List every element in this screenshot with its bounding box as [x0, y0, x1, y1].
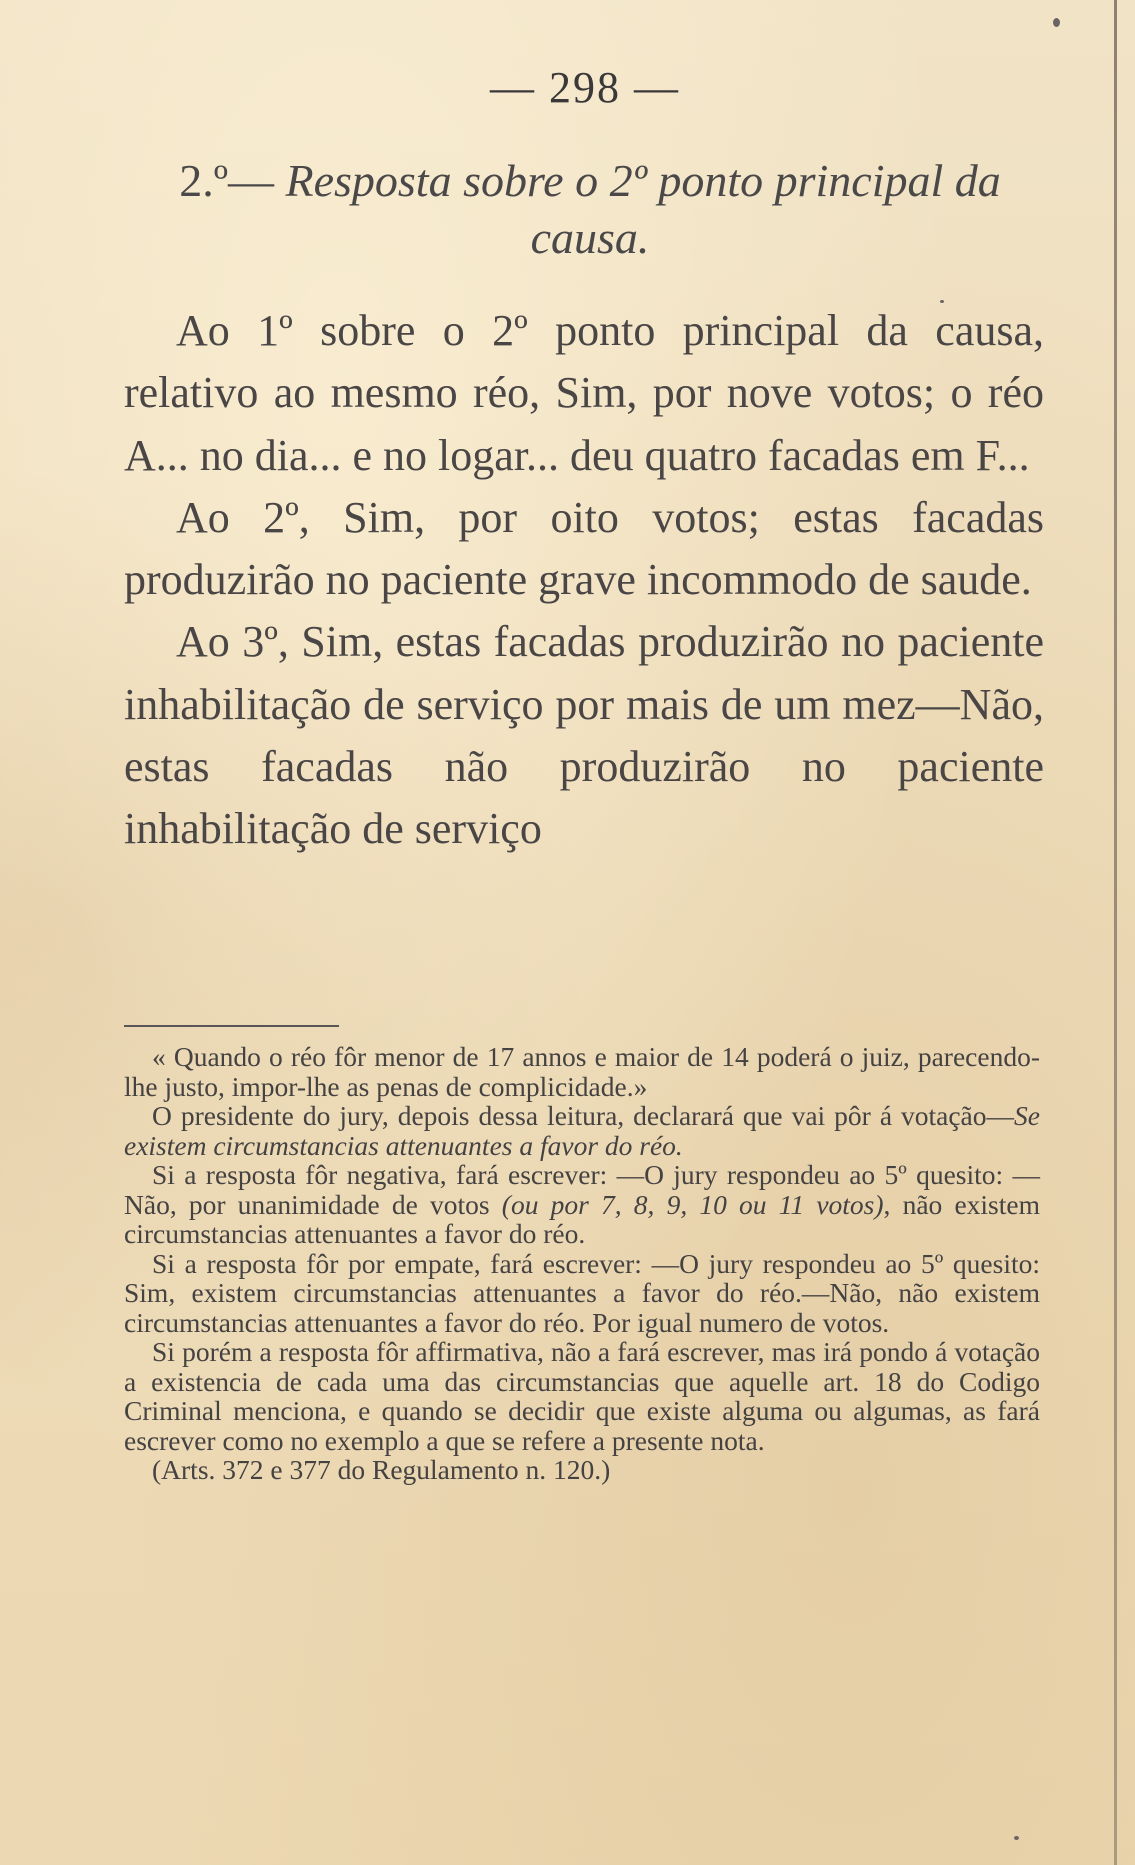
note-negative-text-b: , não existem circumstancias attenuantes a favor do réo. — [124, 1188, 1040, 1249]
paragraph-first-question: Ao 1º sobre o 2º ponto principal da causa, relativo ao mesmo réo, Sim, por nove votos; o réo A... no dia... e no logar... deu quatro facadas em F... — [124, 306, 1044, 480]
ink-speck — [1053, 18, 1060, 27]
heading-title: Resposta sobre o 2º ponto principal da causa. — [285, 155, 1001, 263]
ink-speck — [1014, 1836, 1019, 1840]
ink-speck — [940, 300, 944, 303]
paragraph-third-question: Ao 3º, Sim, estas facadas produzirão no paciente inhabilitação de serviço por mais de um mez—Não, estas facadas não produzirão no paciente inhabilitação de serviço — [124, 617, 1044, 854]
note-president-question: Se existem circumstancias attenuantes a favor do réo. — [124, 1100, 1040, 1161]
note-quote: « Quando o réo fôr menor de 17 annos e maior de 14 poderá o juiz, parecendo-lhe justo, impor-lhe as penas de complicidade.» — [124, 1041, 1040, 1102]
heading-number: 2.º— — [179, 155, 274, 206]
footnotes — [124, 1042, 1040, 1485]
body-text — [124, 300, 1044, 861]
footnote-divider — [124, 1025, 339, 1027]
note-negative — [124, 1160, 1040, 1249]
note-tie: Si a resposta fôr por empate, fará escrever: —O jury respondeu ao 5º quesito: Sim, existem circumstancias attenuantes a favor do réo.—Não, não existem circumstancias attenuantes a favor do réo. Por igual numero de votos. — [124, 1247, 1040, 1338]
section-heading — [150, 152, 1030, 266]
paragraph-second-question: Ao 2º, Sim, por oito votos; estas facadas produzirão no paciente grave incommodo de saude. — [124, 492, 1044, 605]
page-edge-line — [1114, 0, 1117, 1865]
note-president-text: O presidente do jury, depois dessa leitura, declarará que vai pôr á votação— — [152, 1100, 1015, 1131]
note-negative-votes: (ou por 7, 8, 9, 10 ou 11 votos) — [501, 1188, 884, 1220]
note-negative-text-a: Si a resposta fôr negativa, fará escrever: —O jury respondeu ao 5º quesito: —Não, por unanimidade de votos — [124, 1159, 1040, 1220]
note-president — [124, 1101, 1040, 1160]
note-affirmative: Si porém a resposta fôr affirmativa, não a fará escrever, mas irá pondo á votação a existencia de cada uma das circumstancias que aquelle art. 18 do Codigo Criminal menciona, e quando se decidir que existe alguma ou algumas, as fará escrever como no exemplo a que se refere a presente nota. — [124, 1336, 1040, 1456]
page-number: — 298 — — [490, 63, 680, 112]
note-reference: (Arts. 372 e 377 do Regulamento n. 120.) — [152, 1454, 611, 1485]
